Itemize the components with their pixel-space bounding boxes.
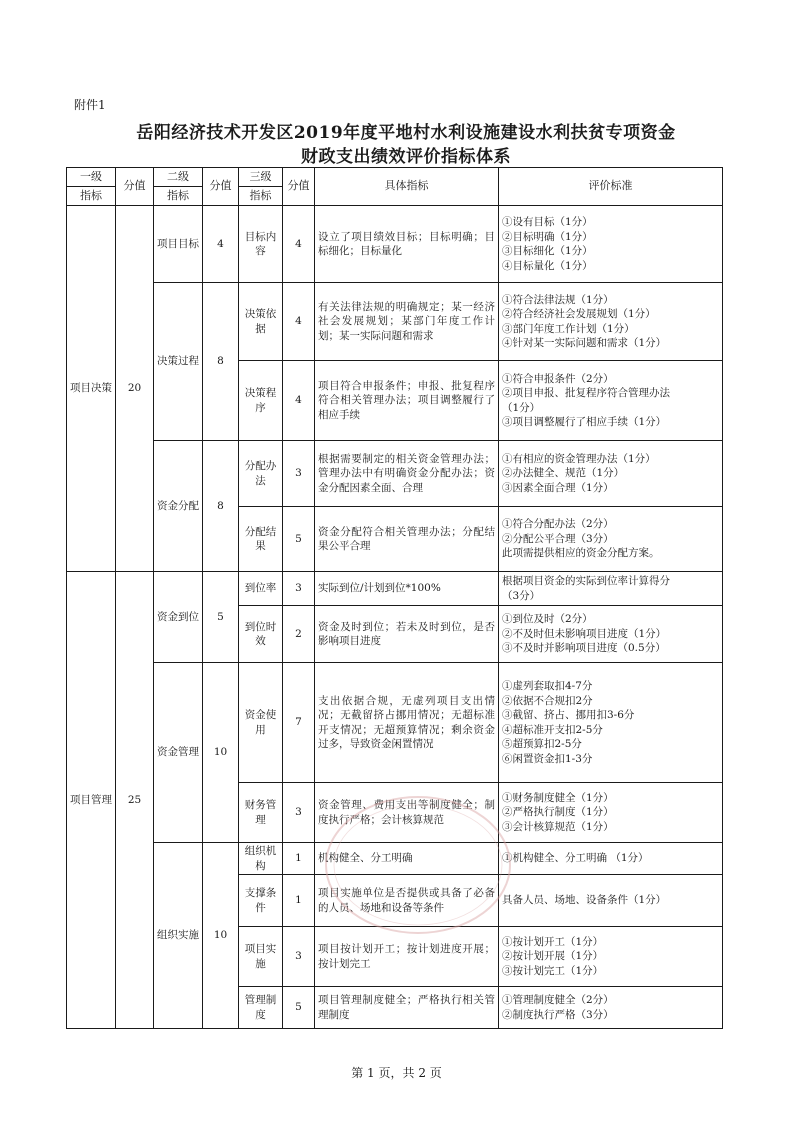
criteria-line: ②目标明确（1分）	[502, 230, 593, 243]
level2-score: 4	[203, 206, 239, 283]
level3-name: 财务管理	[239, 783, 283, 843]
criteria-line: ①符合申报条件（2分）	[502, 372, 614, 385]
criteria	[499, 283, 723, 361]
level3-name: 决策程序	[239, 361, 283, 441]
table-header	[67, 168, 723, 206]
table-row	[67, 206, 723, 283]
level2-score: 8	[203, 441, 239, 572]
level1-name: 项目决策	[67, 206, 116, 572]
criteria	[499, 606, 723, 663]
header-indicator-3: 指标	[239, 187, 283, 206]
level3-score: 1	[283, 875, 315, 927]
level3-name: 支撑条件	[239, 875, 283, 927]
criteria-line: ①符合分配办法（2分）	[502, 518, 614, 531]
criteria-line: ①机构健全、分工明确 （1分）	[502, 852, 649, 865]
header-criteria: 评价标准	[499, 168, 723, 206]
specific-indicator: 资金管理、费用支出等制度健全；制度执行严格；会计核算规范	[315, 783, 499, 843]
criteria-line: ③按计划完工（1分）	[502, 964, 604, 977]
criteria	[499, 441, 723, 507]
specific-indicator: 资金及时到位；若未及时到位，是否影响项目进度	[315, 606, 499, 663]
criteria-line: ②符合经济社会发展规划（1分）	[502, 308, 656, 320]
level1-score: 20	[116, 206, 154, 572]
criteria-line: ②不及时但未影响项目进度（1分）	[502, 627, 667, 640]
level2-name: 项目目标	[154, 206, 203, 283]
header-score2: 分值	[203, 168, 239, 206]
criteria-line: ③目标细化（1分）	[502, 245, 593, 257]
header-specific-indicator: 具体指标	[315, 168, 499, 206]
specific-indicator: 支出依据合规，无虚列项目支出情况；无截留挤占挪用情况；无超标准开支情况；无超预算情况；剩余资金过多，导致资金闲置情况	[315, 663, 499, 783]
specific-indicator: 项目按计划开工；按计划进度开展；按计划完工	[315, 927, 499, 987]
level3-name: 到位率	[239, 572, 283, 606]
criteria-line: ④目标量化（1分）	[502, 259, 593, 272]
criteria-line: ③截留、挤占、挪用扣3-6分	[502, 709, 635, 721]
criteria-line: ②项目申报、批复程序符合管理办法	[502, 387, 670, 399]
document-subtitle: 财政支出绩效评价指标体系	[301, 147, 511, 167]
level2-name: 组织实施	[154, 843, 203, 1029]
header-indicator-1: 指标	[67, 187, 116, 206]
header-score3: 分值	[283, 168, 315, 206]
criteria-line: ①虚列套取扣4-7分	[502, 680, 593, 692]
criteria-line: ①按计划开工（1分）	[502, 935, 604, 948]
criteria-line: 具备人员、场地、设备条件（1分）	[502, 894, 667, 907]
specific-indicator: 资金分配符合相关管理办法；分配结果公平合理	[315, 507, 499, 572]
level2-name: 资金分配	[154, 441, 203, 572]
level2-score: 5	[203, 572, 239, 663]
indicator-table	[66, 167, 723, 1029]
criteria-line: ①管理制度健全（2分）	[502, 994, 614, 1006]
criteria-line: ②依据不合规扣2分	[502, 694, 593, 707]
level3-name: 资金使用	[239, 663, 283, 783]
criteria	[499, 927, 723, 987]
criteria-line: ③会计核算规范（1分）	[502, 820, 614, 833]
criteria-line: ②制度执行严格（3分）	[502, 1008, 614, 1021]
level3-score: 3	[283, 783, 315, 843]
level2-score: 10	[203, 843, 239, 1029]
criteria-line: ③不及时并影响项目进度（0.5分）	[502, 642, 666, 655]
criteria-line: ①财务制度健全（1分）	[502, 791, 614, 804]
header-level3: 三级	[239, 168, 283, 187]
level2-name: 资金管理	[154, 663, 203, 843]
specific-indicator: 项目实施单位是否提供或具备了必备的人员、场地和设备等条件	[315, 875, 499, 927]
level3-name: 到位时效	[239, 606, 283, 663]
criteria	[499, 206, 723, 283]
table-row	[67, 663, 723, 783]
level3-score: 3	[283, 441, 315, 507]
level3-score: 1	[283, 843, 315, 875]
criteria-line: 此项需提供相应的资金分配方案。	[502, 547, 660, 560]
criteria-line: ②办法健全、规范（1分）	[502, 467, 625, 480]
criteria	[499, 361, 723, 441]
level3-score: 4	[283, 206, 315, 283]
level3-name: 分配办法	[239, 441, 283, 507]
criteria-line: ②严格执行制度（1分）	[502, 806, 614, 819]
attachment-label: 附件1	[74, 98, 106, 112]
level3-score: 5	[283, 987, 315, 1029]
table-row	[67, 283, 723, 361]
page-footer: 第 1 页，共 2 页	[351, 1066, 442, 1080]
level1-name: 项目管理	[67, 572, 116, 1029]
document-title: 岳阳经济技术开发区2019年度平地村水利设施建设水利扶贫专项资金	[136, 123, 676, 143]
specific-indicator: 设立了项目绩效目标；目标明确；目标细化；目标量化	[315, 206, 499, 283]
specific-indicator: 项目管理制度健全；严格执行相关管理制度	[315, 987, 499, 1029]
criteria-line: ⑥闲置资金扣1-3分	[502, 752, 593, 765]
criteria-line: ②按计划开展（1分）	[502, 950, 604, 963]
criteria	[499, 507, 723, 572]
criteria	[499, 987, 723, 1029]
level3-name: 决策依据	[239, 283, 283, 361]
criteria	[499, 572, 723, 606]
level3-name: 分配结果	[239, 507, 283, 572]
criteria-line: ③部门年度工作计划（1分）	[502, 322, 635, 335]
criteria-line: ③项目调整履行了相应手续（1分）	[502, 416, 667, 428]
criteria-line: ⑤超预算扣2-5分	[502, 738, 582, 750]
criteria-line: ③因素全面合理（1分）	[502, 481, 614, 494]
header-score1: 分值	[116, 168, 154, 206]
criteria	[499, 843, 723, 875]
table-row	[67, 441, 723, 507]
criteria-line: 根据项目资金的实际到位率计算得分	[502, 575, 670, 587]
table-row	[67, 572, 723, 606]
criteria	[499, 783, 723, 843]
level1-score: 25	[116, 572, 154, 1029]
header-level1: 一级	[67, 168, 116, 187]
criteria-line: （3分）	[502, 589, 541, 602]
specific-indicator: 根据需要制定的相关资金管理办法；管理办法中有明确资金分配办法；资金分配因素全面、合理	[315, 441, 499, 507]
specific-indicator: 实际到位/计划到位*100%	[315, 572, 499, 606]
level2-score: 10	[203, 663, 239, 843]
criteria-line: （1分）	[502, 401, 541, 414]
criteria-line: ②分配公平合理（3分）	[502, 532, 614, 545]
level3-name: 项目实施	[239, 927, 283, 987]
level3-score: 4	[283, 361, 315, 441]
specific-indicator: 机构健全、分工明确	[315, 843, 499, 875]
criteria	[499, 875, 723, 927]
level3-score: 5	[283, 507, 315, 572]
level3-score: 2	[283, 606, 315, 663]
specific-indicator: 有关法律法规的明确规定；某一经济社会发展规划；某部门年度工作计划；某一实际问题和需求	[315, 283, 499, 361]
table-row	[67, 843, 723, 875]
criteria-line: ④超标准开支扣2-5分	[502, 723, 603, 736]
level3-score: 3	[283, 927, 315, 987]
header-indicator-2: 指标	[154, 187, 203, 206]
criteria	[499, 663, 723, 783]
level2-name: 资金到位	[154, 572, 203, 663]
specific-indicator: 项目符合申报条件；申报、批复程序符合相关管理办法；项目调整履行了相应手续	[315, 361, 499, 441]
level2-score: 8	[203, 283, 239, 441]
level3-score: 3	[283, 572, 315, 606]
criteria-line: ④针对某一实际问题和需求（1分）	[502, 337, 667, 349]
level3-score: 4	[283, 283, 315, 361]
level2-name: 决策过程	[154, 283, 203, 441]
level3-name: 目标内容	[239, 206, 283, 283]
criteria-line: ①有相应的资金管理办法（1分）	[502, 452, 656, 465]
level3-name: 组织机构	[239, 843, 283, 875]
criteria-line: ①符合法律法规（1分）	[502, 293, 614, 306]
criteria-line: ①到位及时（2分）	[502, 613, 593, 626]
level3-name: 管理制度	[239, 987, 283, 1029]
criteria-line: ①设有目标（1分）	[502, 216, 593, 228]
level3-score: 7	[283, 663, 315, 783]
header-level2: 二级	[154, 168, 203, 187]
